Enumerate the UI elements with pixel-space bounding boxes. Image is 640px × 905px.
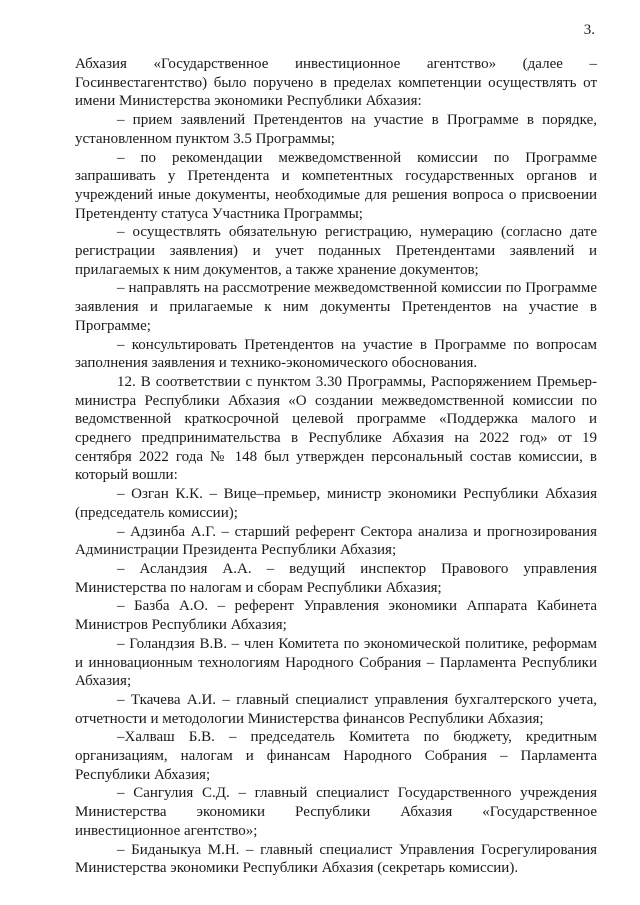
- paragraph-continuation: Абхазия «Государственное инвестиционное агентство» (далее – Госинвестагентство) было поручено в пределах компетенции осуществлять от имени Министерства экономики Республики Абхазия:: [75, 56, 597, 110]
- list-item-consult: – консультировать Претендентов на участие в Программе по вопросам заполнения заявления и технико-экономического обоснования.: [75, 336, 597, 372]
- member-tkacheva: – Ткачева А.И. – главный специалист управления бухгалтерского учета, отчетности и методологии Министерства финансов Республики Абхазия;: [75, 691, 597, 727]
- member-ozgan: – Озган К.К. – Вице–премьер, министр экономики Республики Абхазия (председатель комиссии);: [75, 486, 597, 521]
- member-adzinba: – Адзинба А.Г. – старший референт Сектора анализа и прогнозирования Администрации Президента Республики Абхазия;: [75, 523, 597, 559]
- member-bidanykua: – Биданыкуа М.Н. – главный специалист Управления Госрегулирования Министерства экономики Республики Абхазия (секретарь комиссии).: [75, 841, 597, 877]
- member-sanguliya: – Сангулия С.Д. – главный специалист Государственного учреждения Министерства экономики Республики Абхазия «Государственное инвестиционное агентство»;: [75, 785, 597, 839]
- list-item-accept-applications: – прием заявлений Претендентов на участие в Программе в порядке, установленном пунктом 3.5 Программы;: [75, 112, 597, 147]
- member-golandziya: – Голандзия В.В. – член Комитета по экономической политике, реформам и инновационным технологиям Народного Собрания – Парламента Республики Абхазия;: [75, 635, 597, 690]
- member-aslandziya: – Асландзия А.А. – ведущий инспектор Правового управления Министерства по налогам и сборам Республики Абхазия;: [75, 560, 597, 596]
- document-body: [75, 55, 597, 878]
- page-number: 3.: [583, 22, 595, 38]
- list-item-request-documents: – по рекомендации межведомственной комиссии по Программе запрашивать у Претендента и компетентных государственных органов и учреждений иные документы, необходимые для решения вопроса о присвоении Претенденту статуса Участника Программы;: [75, 149, 597, 222]
- member-bazba: – Базба А.О. – референт Управления экономики Аппарата Кабинета Министров Республики Абхазия;: [75, 598, 597, 634]
- paragraph-12: 12. В соответствии с пунктом 3.30 Программы, Распоряжением Премьер-министра Республики Абхазия «О создании межведомственной комиссии по ведомственной краткосрочной целевой программе «Поддержка малого и среднего предпринимательства в Республике Абхазия на 2022 год» от 19 сентября 2022 года № 148 был утвержден персональный состав комиссии, в который вошли:: [75, 373, 597, 484]
- list-item-registration: – осуществлять обязательную регистрацию, нумерацию (согласно дате регистрации заявления) и учет поданных Претендентами заявлений и прилагаемых к ним документов, а также хранение документов;: [75, 224, 597, 278]
- member-khalvash: –Халваш Б.В. – председатель Комитета по бюджету, кредитным организациям, налогам и финансам Народного Собрания – Парламента Республики Абхазия;: [75, 729, 597, 783]
- list-item-forward-to-commission: – направлять на рассмотрение межведомственной комиссии по Программе заявления и прилагаемые к ним документы Претендентов на участие в Программе;: [75, 280, 597, 334]
